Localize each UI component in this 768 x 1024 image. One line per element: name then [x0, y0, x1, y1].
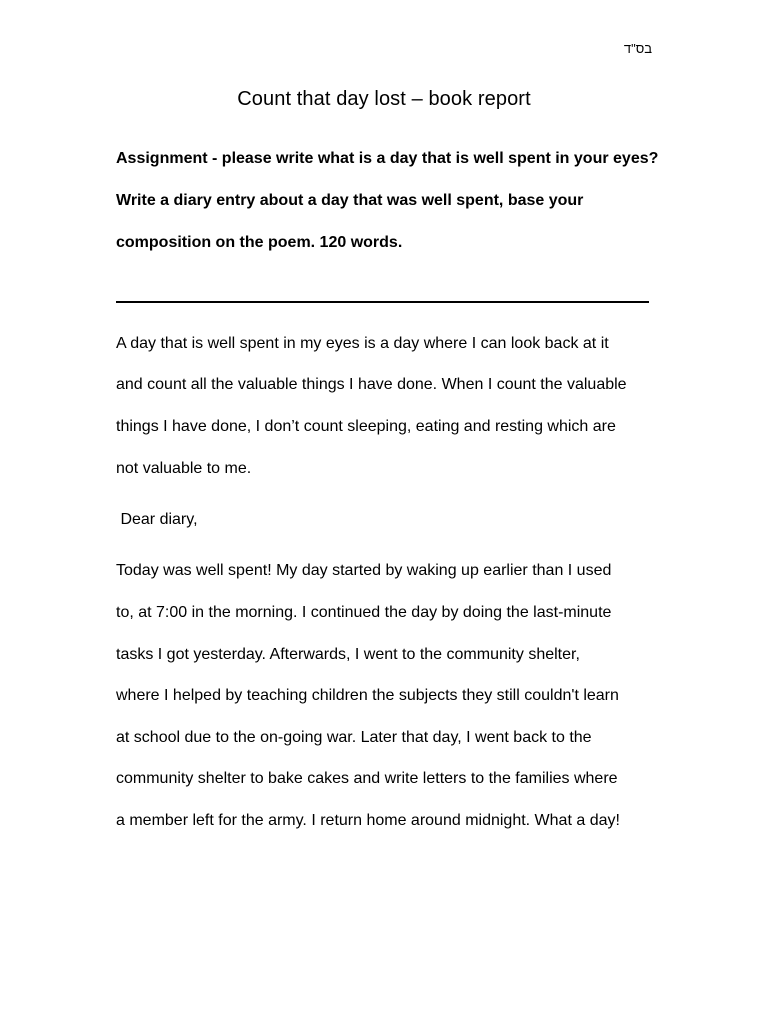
- page-title: Count that day lost – book report: [237, 88, 531, 110]
- intro-line-1: A day that is well spent in my eyes is a day where I can look back at it: [116, 335, 609, 352]
- intro-line-3: things I have done, I don’t count sleeping, eating and resting which are: [116, 418, 616, 435]
- diary-line-4: where I helped by teaching children the subjects they still couldn't learn: [116, 687, 619, 704]
- diary-line-5: at school due to the on-going war. Later that day, I went back to the: [116, 729, 592, 746]
- assignment-line-3: composition on the poem. 120 words.: [116, 234, 403, 251]
- diary-line-7: a member left for the army. I return home around midnight. What a day!: [116, 812, 620, 829]
- diary-greeting: Dear diary,: [116, 511, 198, 528]
- assignment-line-2: Write a diary entry about a day that was well spent, base your: [116, 192, 584, 209]
- diary-line-1: Today was well spent! My day started by waking up earlier than I used: [116, 562, 612, 579]
- header-mark: בס"ד: [623, 41, 652, 56]
- diary-line-3: tasks I got yesterday. Afterwards, I went to the community shelter,: [116, 646, 580, 663]
- answer-divider: [116, 301, 649, 303]
- diary-line-2: to, at 7:00 in the morning. I continued the day by doing the last-minute: [116, 604, 612, 621]
- diary-line-6: community shelter to bake cakes and write letters to the families where: [116, 770, 618, 787]
- intro-line-2: and count all the valuable things I have done. When I count the valuable: [116, 376, 627, 393]
- assignment-line-1: Assignment - please write what is a day that is well spent in your eyes?: [116, 150, 659, 167]
- intro-line-4: not valuable to me.: [116, 460, 252, 477]
